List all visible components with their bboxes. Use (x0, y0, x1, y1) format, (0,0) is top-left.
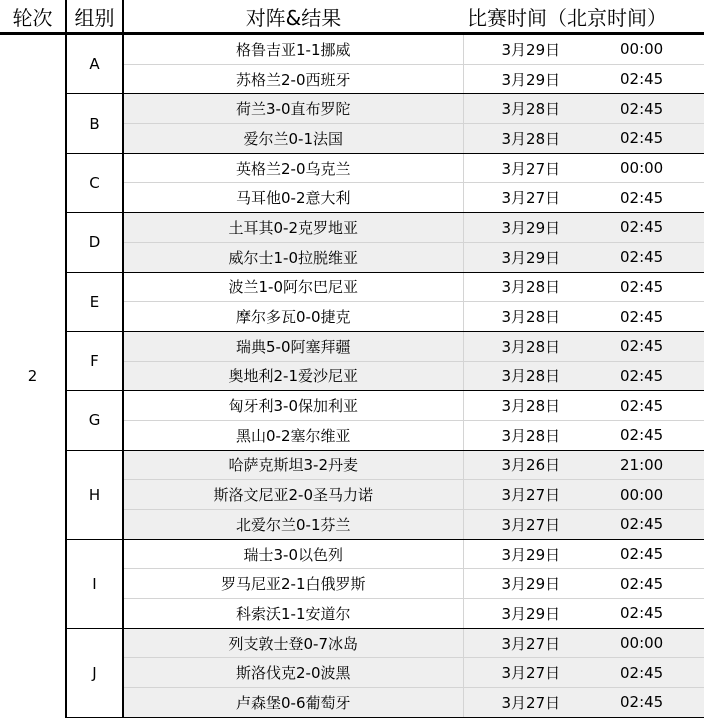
time-cell: 02:45 (584, 539, 704, 569)
time-cell: 02:45 (584, 391, 704, 421)
match-cell: 斯洛文尼亚2-0圣马力诺 (123, 480, 463, 510)
match-cell: 科索沃1-1安道尔 (123, 599, 463, 629)
date-cell: 3月29日 (463, 599, 584, 629)
group-cell: H (66, 450, 123, 539)
time-cell: 02:45 (584, 94, 704, 124)
match-cell: 卢森堡0-6葡萄牙 (123, 688, 463, 718)
match-cell: 匈牙利3-0保加利亚 (123, 391, 463, 421)
date-cell: 3月28日 (463, 420, 584, 450)
date-cell: 3月28日 (463, 361, 584, 391)
time-cell: 02:45 (584, 302, 704, 332)
match-cell: 波兰1-0阿尔巴尼亚 (123, 272, 463, 302)
match-cell: 斯洛伐克2-0波黑 (123, 658, 463, 688)
match-cell: 荷兰3-0直布罗陀 (123, 94, 463, 124)
time-cell: 02:45 (584, 331, 704, 361)
time-cell: 02:45 (584, 658, 704, 688)
date-cell: 3月27日 (463, 153, 584, 183)
group-cell: I (66, 539, 123, 628)
match-cell: 英格兰2-0乌克兰 (123, 153, 463, 183)
date-cell: 3月27日 (463, 480, 584, 510)
match-cell: 摩尔多瓦0-0捷克 (123, 302, 463, 332)
date-cell: 3月29日 (463, 569, 584, 599)
table-row (0, 450, 704, 480)
table-row (0, 153, 704, 183)
time-cell: 00:00 (584, 480, 704, 510)
time-cell: 00:00 (584, 153, 704, 183)
group-cell: C (66, 153, 123, 212)
date-cell: 3月29日 (463, 34, 584, 65)
match-cell: 哈萨克斯坦3-2丹麦 (123, 450, 463, 480)
time-cell: 00:00 (584, 34, 704, 65)
time-cell: 02:45 (584, 688, 704, 718)
time-cell: 02:45 (584, 124, 704, 154)
date-cell: 3月27日 (463, 510, 584, 540)
table-row (0, 213, 704, 243)
time-cell: 02:45 (584, 272, 704, 302)
match-cell: 威尔士1-0拉脱维亚 (123, 242, 463, 272)
match-cell: 瑞士3-0以色列 (123, 539, 463, 569)
date-cell: 3月28日 (463, 272, 584, 302)
time-cell: 00:00 (584, 628, 704, 658)
match-cell: 土耳其0-2克罗地亚 (123, 213, 463, 243)
date-cell: 3月27日 (463, 658, 584, 688)
match-cell: 北爱尔兰0-1芬兰 (123, 510, 463, 540)
group-cell: J (66, 628, 123, 717)
match-cell: 苏格兰2-0西班牙 (123, 64, 463, 94)
table-row (0, 94, 704, 124)
group-cell: D (66, 213, 123, 272)
date-cell: 3月27日 (463, 628, 584, 658)
match-cell: 爱尔兰0-1法国 (123, 124, 463, 154)
header-time: 比赛时间（北京时间） (463, 0, 704, 34)
table-row (0, 34, 704, 65)
group-cell: F (66, 331, 123, 390)
group-cell: A (66, 34, 123, 94)
table-row (0, 331, 704, 361)
date-cell: 3月28日 (463, 302, 584, 332)
match-cell: 瑞典5-0阿塞拜疆 (123, 331, 463, 361)
date-cell: 3月28日 (463, 391, 584, 421)
round-cell: 2 (0, 34, 66, 718)
date-cell: 3月29日 (463, 242, 584, 272)
date-cell: 3月26日 (463, 450, 584, 480)
match-cell: 格鲁吉亚1-1挪威 (123, 34, 463, 65)
time-cell: 02:45 (584, 183, 704, 213)
table-row (0, 539, 704, 569)
table-body (0, 34, 704, 718)
time-cell: 02:45 (584, 213, 704, 243)
table-row (0, 628, 704, 658)
table-row (0, 391, 704, 421)
time-cell: 02:45 (584, 569, 704, 599)
date-cell: 3月29日 (463, 213, 584, 243)
time-cell: 02:45 (584, 361, 704, 391)
date-cell: 3月27日 (463, 183, 584, 213)
time-cell: 02:45 (584, 510, 704, 540)
time-cell: 02:45 (584, 242, 704, 272)
header-row (0, 0, 704, 34)
time-cell: 21:00 (584, 450, 704, 480)
match-cell: 黑山0-2塞尔维亚 (123, 420, 463, 450)
date-cell: 3月29日 (463, 64, 584, 94)
date-cell: 3月29日 (463, 539, 584, 569)
group-cell: E (66, 272, 123, 331)
match-cell: 马耳他0-2意大利 (123, 183, 463, 213)
match-cell: 奥地利2-1爱沙尼亚 (123, 361, 463, 391)
date-cell: 3月27日 (463, 688, 584, 718)
date-cell: 3月28日 (463, 124, 584, 154)
group-cell: B (66, 94, 123, 153)
time-cell: 02:45 (584, 599, 704, 629)
table-row (0, 272, 704, 302)
date-cell: 3月28日 (463, 331, 584, 361)
group-cell: G (66, 391, 123, 450)
match-cell: 罗马尼亚2-1白俄罗斯 (123, 569, 463, 599)
time-cell: 02:45 (584, 420, 704, 450)
header-round: 轮次 (0, 0, 66, 34)
date-cell: 3月28日 (463, 94, 584, 124)
match-cell: 列支敦士登0-7冰岛 (123, 628, 463, 658)
header-match: 对阵&结果 (123, 0, 463, 34)
time-cell: 02:45 (584, 64, 704, 94)
header-group: 组别 (66, 0, 123, 34)
